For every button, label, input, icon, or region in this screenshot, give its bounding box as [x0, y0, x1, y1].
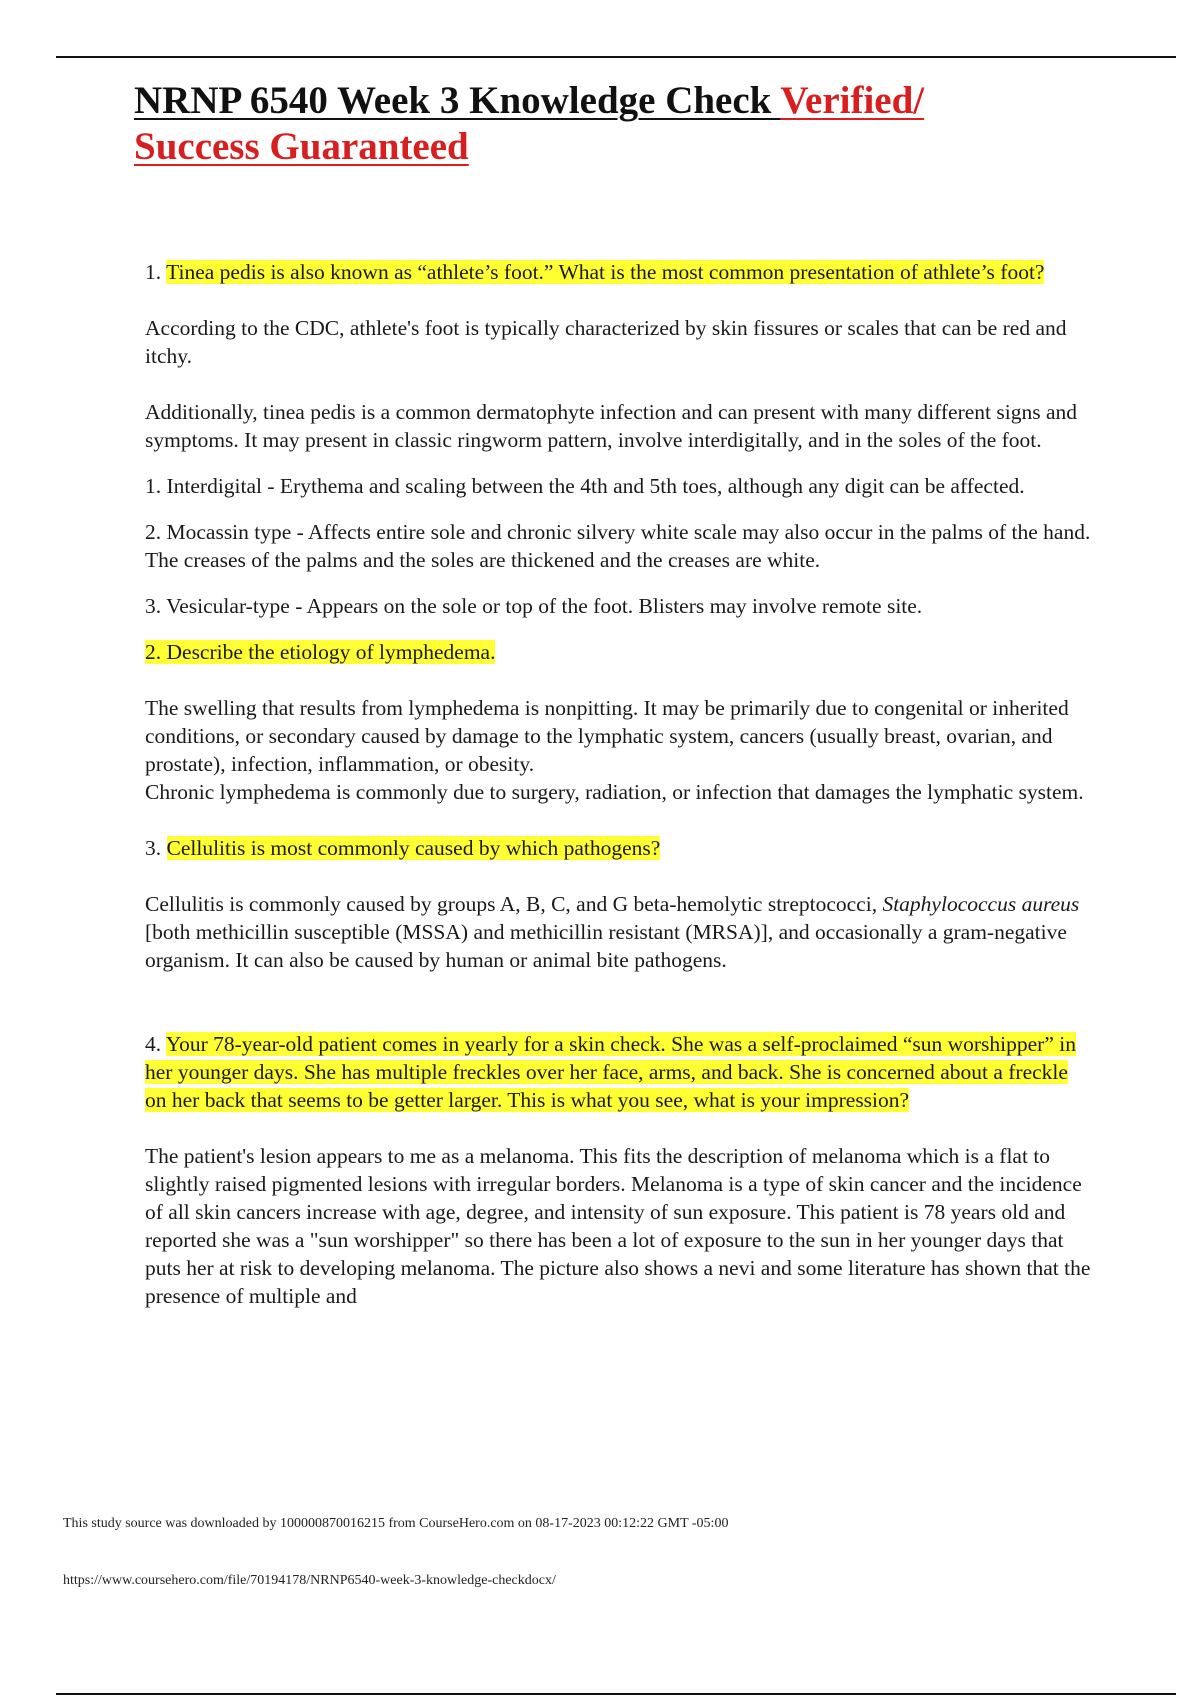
title-verified: Verified/: [780, 79, 925, 122]
title-success: Success Guaranteed: [134, 125, 469, 168]
answer-2-paragraph-2: Chronic lymphedema is commonly due to surgery, radiation, or infection that damages the lymphatic system.: [145, 780, 1084, 804]
question-4-number: 4.: [145, 1032, 166, 1056]
answer-1-paragraph-1: According to the CDC, athlete's foot is typically characterized by skin fissures or scales that can be red and itchy.: [145, 316, 1067, 368]
document-title: [134, 78, 1034, 170]
answer-1-list-item-3: 3. Vesicular-type - Appears on the sole or top of the foot. Blisters may involve remote site.: [145, 594, 923, 618]
question-2-text: 2. Describe the etiology of lymphedema.: [145, 640, 496, 664]
question-1-text: Tinea pedis is also known as “athlete’s foot.” What is the most common presentation of athlete’s foot?: [166, 260, 1045, 284]
download-notice: This study source was downloaded by 100000870016215 from CourseHero.com on 08-17-2023 00:12:22 GMT -05:00: [63, 1516, 729, 1531]
question-4-text: Your 78-year-old patient comes in yearly for a skin check. She was a self-proclaimed “sun worshipper” in her younger days. She has multiple freckles over her face, arms, and back. She is concerned about a freckle on her back that seems to be getter larger. This is what you see, what is your impression?: [145, 1032, 1076, 1112]
answer-3-paragraph: [145, 890, 1091, 974]
question-3-text: Cellulitis is most commonly caused by which pathogens?: [166, 836, 661, 860]
document-body: [145, 258, 1091, 1310]
answer-3-text-b: [both methicillin susceptible (MSSA) and methicillin resistant (MRSA)], and occasionally a gram-negative organism. It can also be caused by human or animal bite pathogens.: [145, 920, 1067, 972]
question-1-number: 1.: [145, 260, 167, 284]
question-2: [145, 638, 1091, 666]
question-3-number: 3.: [145, 836, 167, 860]
answer-2-paragraph-1: The swelling that results from lymphedema is nonpitting. It may be primarily due to congenital or inherited conditions, or secondary caused by damage to the lymphatic system, cancers (usually breast, ovarian, and prostate), infection, inflammation, or obesity.: [145, 696, 1069, 776]
question-3: [145, 834, 1091, 862]
answer-1-list-item-1: 1. Interdigital - Erythema and scaling between the 4th and 5th toes, although any digit can be affected.: [145, 474, 1025, 498]
answer-4-paragraph: The patient's lesion appears to me as a melanoma. This fits the description of melanoma which is a flat to slightly raised pigmented lesions with irregular borders. Melanoma is a type of skin cancer and the incidence of all skin cancers increase with age, degree, and intensity of sun exposure. This patient is 78 years old and reported she was a "sun worshipper" so there has been a lot of exposure to the sun in her younger days that puts her at risk to developing melanoma. The picture also shows a nevi and some literature has shown that the presence of multiple and: [145, 1144, 1091, 1308]
answer-3-text-a: Cellulitis is commonly caused by groups A, B, C, and G beta-hemolytic streptococci,: [145, 892, 883, 916]
answer-3-italic: Staphylococcus aureus: [882, 892, 1080, 916]
title-main: NRNP 6540 Week 3 Knowledge Check: [134, 79, 781, 122]
answer-1-list-item-2: 2. Mocassin type - Affects entire sole and chronic silvery white scale may also occur in the palms of the hand. The creases of the palms and the soles are thickened and the creases are white.: [145, 520, 1091, 572]
bottom-rule: [56, 1693, 1176, 1695]
question-4: [145, 1030, 1091, 1114]
answer-1-paragraph-2: Additionally, tinea pedis is a common dermatophyte infection and can present with many different signs and symptoms. It may present in classic ringworm pattern, involve interdigitally, and in the soles of the foot.: [145, 400, 1078, 452]
top-rule: [56, 56, 1176, 58]
source-url: https://www.coursehero.com/file/70194178/NRNP6540-week-3-knowledge-checkdocx/: [63, 1573, 556, 1588]
question-1: [145, 258, 1091, 286]
